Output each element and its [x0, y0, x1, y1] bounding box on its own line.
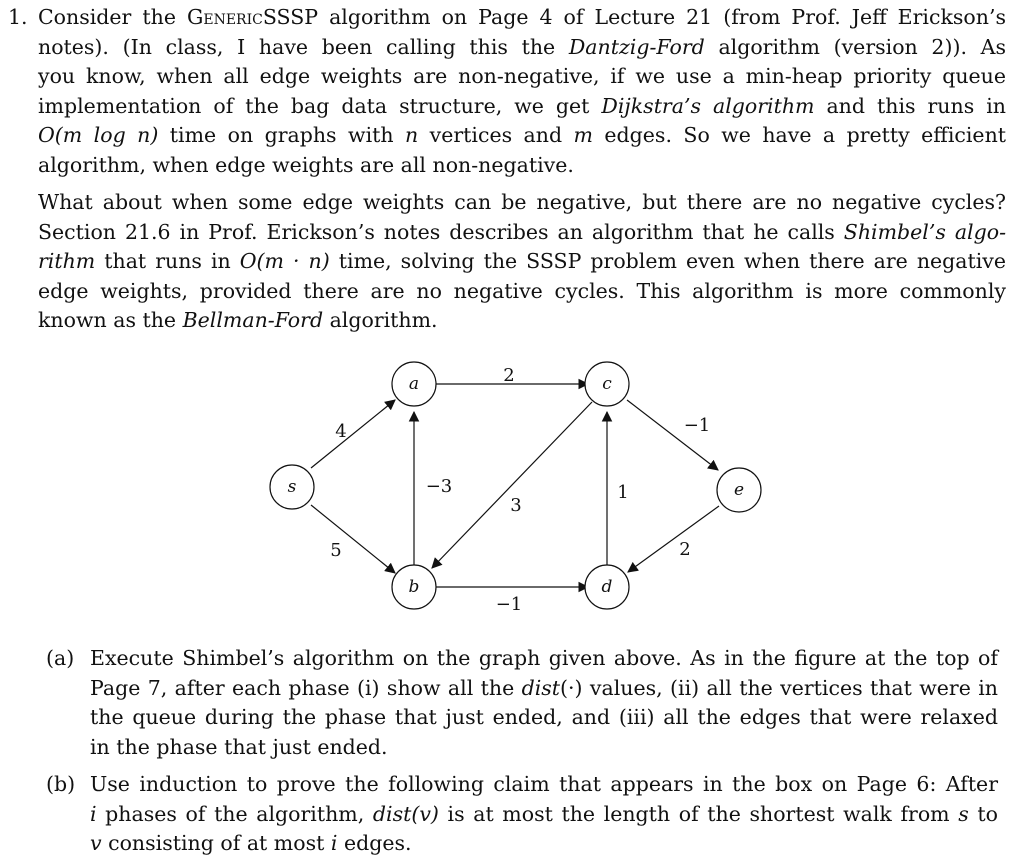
- weight-d-c: 1: [617, 482, 629, 503]
- text-line: Execute Shimbel’s algorithm on the graph given above. As in the figure at the top of: [90, 646, 998, 670]
- text-line: O(m log n) time on graphs with n vertices and m edges. So we have a pretty efficient: [38, 123, 1007, 147]
- node-label-c: c: [602, 374, 612, 394]
- text-line: notes). (In class, I have been calling this the Dantzig-Ford algorithm (version 2)). As: [38, 34, 1006, 59]
- part-a: [46, 644, 998, 762]
- weight-b-a: −3: [425, 476, 453, 497]
- weight-e-d: 2: [679, 539, 691, 560]
- text-line: Consider the GenericSSSP algorithm on Page 4 of Lecture 21 (from Prof. Jeff Erickson’s: [38, 5, 1006, 29]
- node-label-d: d: [601, 577, 613, 597]
- text-line: Use induction to prove the following claim that appears in the box on Page 6: After: [90, 772, 998, 796]
- text-line: algorithm, when edge weights are all non-negative.: [38, 152, 574, 177]
- text-line: v consisting of at most i edges.: [90, 831, 412, 855]
- node-label-a: a: [408, 374, 420, 394]
- graph-figure: [264, 358, 745, 618]
- part-b: [46, 770, 998, 859]
- text-line: What about when some edge weights can be negative, but there are no negative cycles?: [38, 190, 1006, 214]
- text-line: rithm that runs in O(m · n) time, solving the SSSP problem even when there are negative: [38, 249, 1007, 273]
- text-line: you know, when all edge weights are non-negative, if we use a min-heap priority queue: [38, 64, 1006, 88]
- weight-s-a: 4: [335, 421, 347, 442]
- text-line: in the phase that just ended.: [90, 734, 388, 759]
- weight-b-d: −1: [495, 594, 523, 615]
- text-line: Page 7, after each phase (i) show all the dist(·) values, (ii) all the vertices that were in: [90, 675, 998, 700]
- paragraph-bellman-ford: [38, 188, 1006, 336]
- graph-svg: [264, 358, 745, 618]
- part-label-a: (a): [46, 646, 75, 670]
- subparts: [46, 644, 998, 867]
- edge-c-b: [432, 402, 592, 568]
- text-line: implementation of the bag data structure, we get Dijkstra’s algorithm and this runs in: [38, 93, 1006, 118]
- paragraph-intro: [38, 3, 1006, 180]
- weight-a-c: 2: [503, 365, 515, 386]
- node-label-e: e: [733, 480, 745, 500]
- weight-c-e: −1: [683, 415, 711, 436]
- edge-s-b: [311, 505, 395, 573]
- weight-s-b: 5: [330, 540, 342, 561]
- text-line: the queue during the phase that just ended, and (iii) all the edges that were relaxed: [90, 705, 998, 729]
- text-line: edge weights, provided there are no negative cycles. This algorithm is more commonly: [38, 278, 1006, 303]
- text-line: i phases of the algorithm, dist(v) is at most the length of the shortest walk from s to: [90, 801, 998, 826]
- edge-s-a: [311, 400, 395, 468]
- problem-number: 1.: [8, 5, 28, 29]
- part-label-b: (b): [46, 772, 76, 796]
- edge-e-d: [628, 506, 719, 572]
- text-line: Section 21.6 in Prof. Erickson’s notes describes an algorithm that he calls Shimbel’s algo-: [38, 219, 1006, 244]
- node-label-s: s: [287, 477, 297, 497]
- text-line: known as the Bellman-Ford algorithm.: [38, 308, 438, 332]
- weight-c-b: 3: [510, 495, 522, 516]
- node-label-b: b: [408, 577, 420, 597]
